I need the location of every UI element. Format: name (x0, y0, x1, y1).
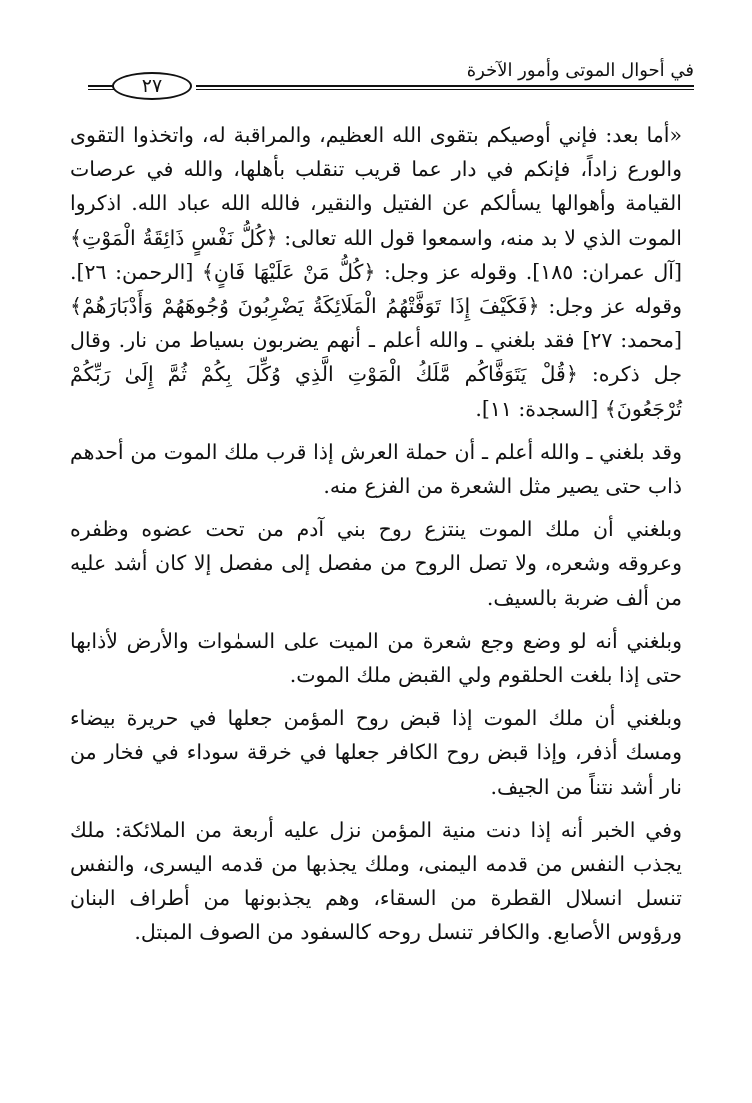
body-text (70, 118, 682, 959)
paragraph: وبلغني أنه لو وضع وجع شعرة من الميت على السمٰوات والأرض لأذابها حتى إذا بلغت الحلقوم ولي القبض ملك الموت. (70, 628, 682, 688)
running-header (88, 58, 694, 102)
paragraph: وبلغني أن ملك الموت إذا قبض روح المؤمن جعلها في حريرة بيضاء ومسك أذفر، وإذا قبض روح الكافر جعلها في خرقة سوداء في فخار من نار أشد نتناً من الجيف. (70, 706, 682, 799)
paragraph: «أما بعد: فإني أوصيكم بتقوى الله العظيم، والمراقبة له، واتخذوا التقوى والورع زاداً، فإنكم في دار عما قريب تنقلب بأهلها، والله في عرصات القيامة وأهوالها يسألكم عن الفتيل والنقير، فالله الله عباد الله. اذكروا الموت الذي لا بد منه، واسمعوا قول الله تعالى: ﴿كُلُّ نَفْسٍ ذَائِقَةُ الْمَوْتِ﴾ [آل عمران: ١٨٥]. وقوله عز وجل: ﴿كُلُّ مَنْ عَلَيْهَا فَانٍ﴾ [الرحمن: ٢٦]. وقوله عز وجل: ﴿فَكَيْفَ إِذَا تَوَفَّتْهُمُ الْمَلَائِكَةُ يَضْرِبُونَ وُجُوهَهُمْ وَأَدْبَارَهُمْ﴾ [محمد: ٢٧] فقد بلغني ـ والله أعلم ـ أنهم يضربون بسياط من نار. وقال جل ذكره: ﴿قُلْ يَتَوَفَّاكُم مَّلَكُ الْمَوْتِ الَّذِي وُكِّلَ بِكُمْ ثُمَّ إِلَىٰ رَبِّكُمْ تُرْجَعُونَ﴾ [السجدة: ١١]. (70, 123, 682, 421)
header-title: في أحوال الموتى وأمور الآخرة (466, 60, 694, 81)
header-rule (196, 85, 694, 90)
page-number: ٢٧ (112, 72, 192, 100)
paragraph: وفي الخبر أنه إذا دنت منية المؤمن نزل عليه أربعة من الملائكة: ملك يجذب النفس من قدمه اليمنى، وملك يجذبها من قدمه اليسرى، والنفس تنسل انسلال القطرة من السقاء، وهم يجذبونها من أطراف البنان ورؤوس الأصابع. والكافر تنسل روحه كالسفود من الصوف المبتل. (70, 817, 682, 945)
paragraph: وقد بلغني ـ والله أعلم ـ أن حملة العرش إذا قرب ملك الموت من أحدهم ذاب حتى يصير مثل الشعرة من الفزع منه. (70, 439, 682, 499)
header-rule-short (88, 85, 114, 90)
paragraph: وبلغني أن ملك الموت ينتزع روح بني آدم من تحت عضوه وظفره وعروقه وشعره، ولا تصل الروح من مفصل إلى مفصل إلا كان أشد عليه من ألف ضربة بالسيف. (70, 517, 682, 610)
